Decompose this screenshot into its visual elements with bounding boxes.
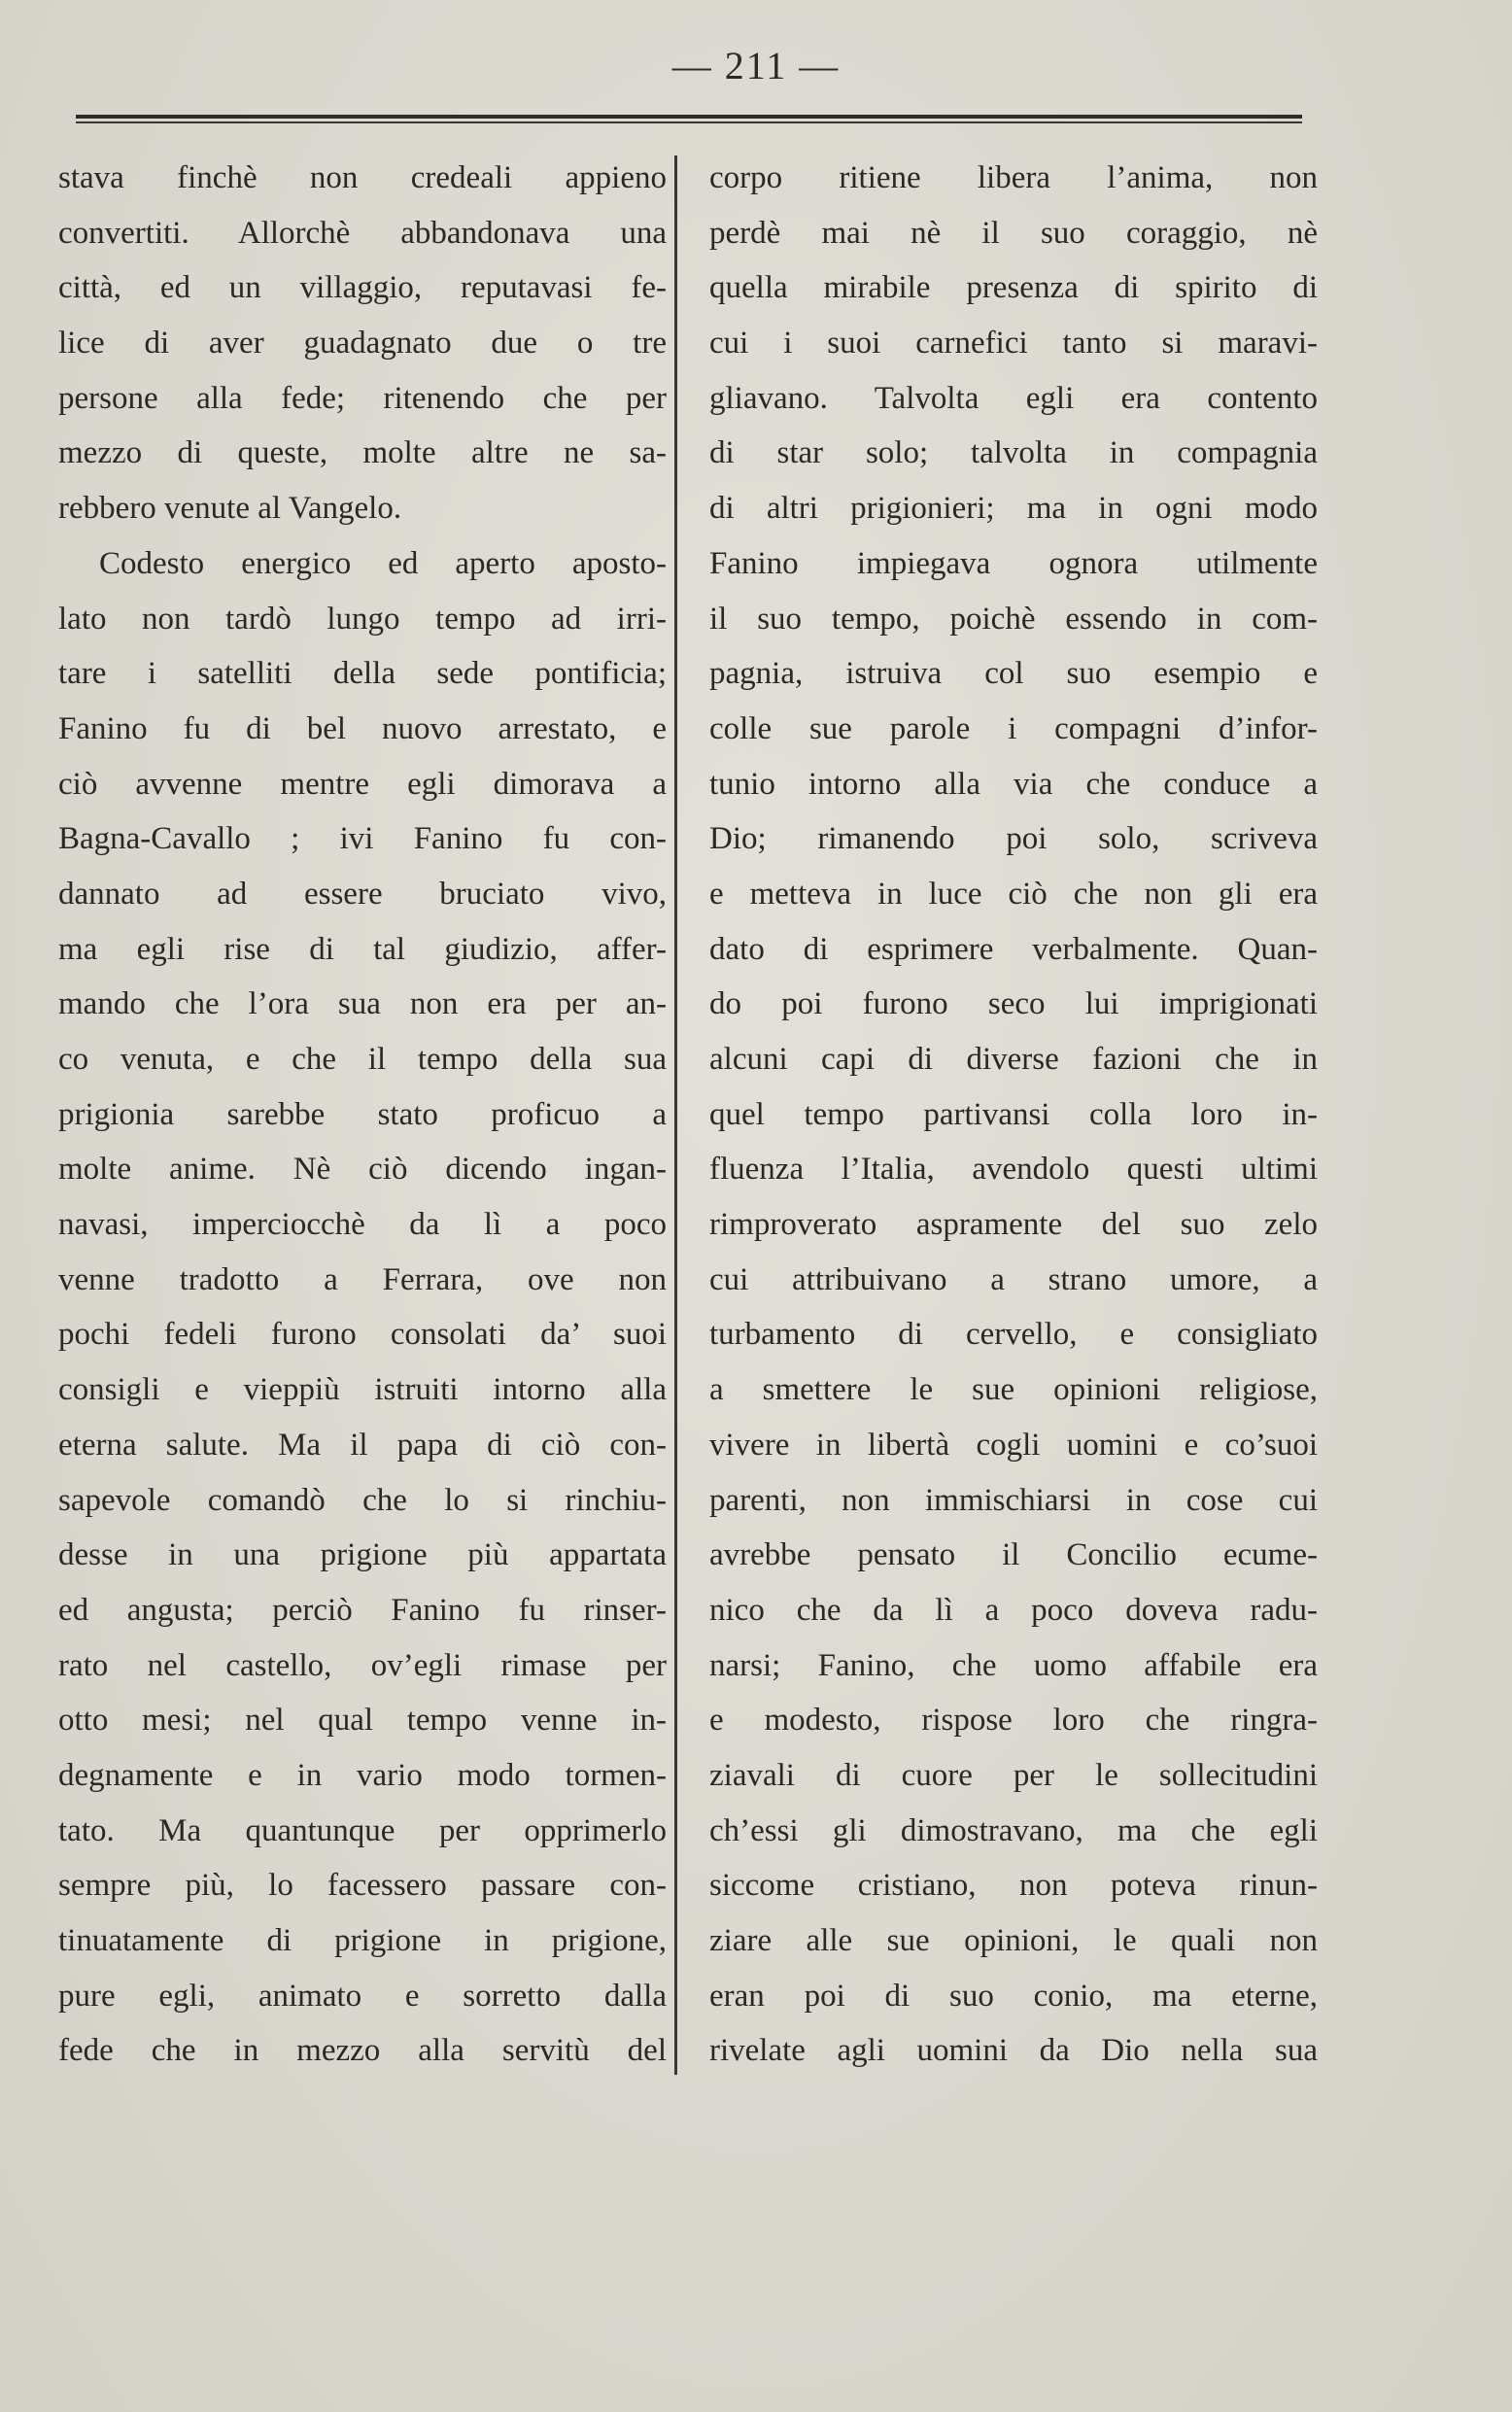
text-line: parenti, non immischiarsi in cose cui (709, 1482, 1318, 1518)
paragraph-start-line: Codesto energico ed aperto aposto- (99, 545, 667, 581)
text-line: città, ed un villaggio, reputavasi fe- (58, 270, 667, 306)
text-line: cui attribuivano a strano umore, a (709, 1261, 1318, 1297)
text-line: mezzo di queste, molte altre ne sa- (58, 435, 667, 471)
text-line: desse in una prigione più appartata (58, 1537, 667, 1573)
text-line: ch’essi gli dimostravano, ma che egli (709, 1812, 1318, 1848)
text-line: degnamente e in vario modo tormen- (58, 1757, 667, 1793)
text-line: molte anime. Nè ciò dicendo ingan- (58, 1152, 667, 1188)
header-rule-thick (76, 115, 1302, 119)
text-line: tunio intorno alla via che conduce a (709, 766, 1318, 802)
text-line: stava finchè non credeali appieno (58, 160, 667, 195)
text-line: Fanino fu di bel nuovo arrestato, e (58, 710, 667, 746)
text-line: tato. Ma quantunque per opprimerlo (58, 1812, 667, 1848)
paragraph-end-line: rebbero venute al Vangelo. (58, 491, 402, 527)
text-line: eterna salute. Ma il papa di ciò con- (58, 1427, 667, 1463)
text-line: colle sue parole i compagni d’infor- (709, 710, 1318, 746)
text-line: gliavano. Talvolta egli era contento (709, 380, 1318, 416)
text-line: e modesto, rispose loro che ringra- (709, 1703, 1318, 1739)
text-line: tare i satelliti della sede pontificia; (58, 656, 667, 692)
text-line: lice di aver guadagnato due o tre (58, 326, 667, 362)
text-line: narsi; Fanino, che uomo affabile era (709, 1647, 1318, 1683)
text-line: do poi furono seco lui imprigionati (709, 986, 1318, 1022)
text-line: Fanino impiegava ognora utilmente (709, 545, 1318, 581)
column-divider (674, 155, 677, 2075)
text-line: ciò avvenne mentre egli dimorava a (58, 766, 667, 802)
text-line: pochi fedeli furono consolati da’ suoi (58, 1317, 667, 1353)
text-line: tinuatamente di prigione in prigione, (58, 1923, 667, 1958)
text-line: otto mesi; nel qual tempo venne in- (58, 1703, 667, 1739)
text-line: consigli e vieppiù istruiti intorno alla (58, 1372, 667, 1408)
text-line: rivelate agli uomini da Dio nella sua (709, 2033, 1318, 2069)
text-line: alcuni capi di diverse fazioni che in (709, 1042, 1318, 1077)
text-line: dannato ad essere bruciato vivo, (58, 876, 667, 912)
text-line: rato nel castello, ov’egli rimase per (58, 1647, 667, 1683)
text-line: avrebbe pensato il Concilio ecume- (709, 1537, 1318, 1573)
text-line: rimproverato aspramente del suo zelo (709, 1207, 1318, 1243)
text-line: sapevole comandò che lo si rinchiu- (58, 1482, 667, 1518)
text-line: e metteva in luce ciò che non gli era (709, 876, 1318, 912)
text-line: Dio; rimanendo poi solo, scriveva (709, 821, 1318, 857)
text-line: nico che da lì a poco doveva radu- (709, 1592, 1318, 1628)
text-line: pagnia, istruiva col suo esempio e (709, 656, 1318, 692)
text-line: eran poi di suo conio, ma eterne, (709, 1978, 1318, 2014)
header-rule-thin (76, 121, 1302, 123)
text-line: turbamento di cervello, e consigliato (709, 1317, 1318, 1353)
text-line: persone alla fede; ritenendo che per (58, 380, 667, 416)
text-line: pure egli, animato e sorretto dalla (58, 1978, 667, 2014)
text-line: il suo tempo, poichè essendo in com- (709, 601, 1318, 637)
text-line: quel tempo partivansi colla loro in- (709, 1096, 1318, 1132)
text-line: corpo ritiene libera l’anima, non (709, 160, 1318, 195)
text-line: perdè mai nè il suo coraggio, nè (709, 215, 1318, 251)
text-line: vivere in libertà cogli uomini e co’suoi (709, 1427, 1318, 1463)
text-line: siccome cristiano, non poteva rinun- (709, 1868, 1318, 1904)
text-line: Bagna-Cavallo ; ivi Fanino fu con- (58, 821, 667, 857)
text-line: a smettere le sue opinioni religiose, (709, 1372, 1318, 1408)
text-line: convertiti. Allorchè abbandonava una (58, 215, 667, 251)
text-line: ma egli rise di tal giudizio, affer- (58, 931, 667, 967)
text-line: ziavali di cuore per le sollecitudini (709, 1757, 1318, 1793)
text-line: co venuta, e che il tempo della sua (58, 1042, 667, 1077)
text-line: quella mirabile presenza di spirito di (709, 270, 1318, 306)
text-line: prigionia sarebbe stato proficuo a (58, 1096, 667, 1132)
text-line: fluenza l’Italia, avendolo questi ultimi (709, 1152, 1318, 1188)
text-line: fede che in mezzo alla servitù del (58, 2033, 667, 2069)
text-line: mando che l’ora sua non era per an- (58, 986, 667, 1022)
text-line: di star solo; talvolta in compagnia (709, 435, 1318, 471)
text-line: ziare alle sue opinioni, le quali non (709, 1923, 1318, 1958)
text-line: sempre più, lo facessero passare con- (58, 1868, 667, 1904)
page-number: — 211 — (671, 44, 841, 87)
right-column (709, 151, 1318, 2079)
text-line: lato non tardò lungo tempo ad irri- (58, 601, 667, 637)
text-line: dato di esprimere verbalmente. Quan- (709, 931, 1318, 967)
text-line: venne tradotto a Ferrara, ove non (58, 1261, 667, 1297)
text-line: ed angusta; perciò Fanino fu rinser- (58, 1592, 667, 1628)
text-line: cui i suoi carnefici tanto si maravi- (709, 326, 1318, 362)
header-rule (76, 115, 1302, 124)
left-column (58, 151, 667, 2079)
text-line: navasi, imperciocchè da lì a poco (58, 1207, 667, 1243)
text-line: di altri prigionieri; ma in ogni modo (709, 491, 1318, 527)
